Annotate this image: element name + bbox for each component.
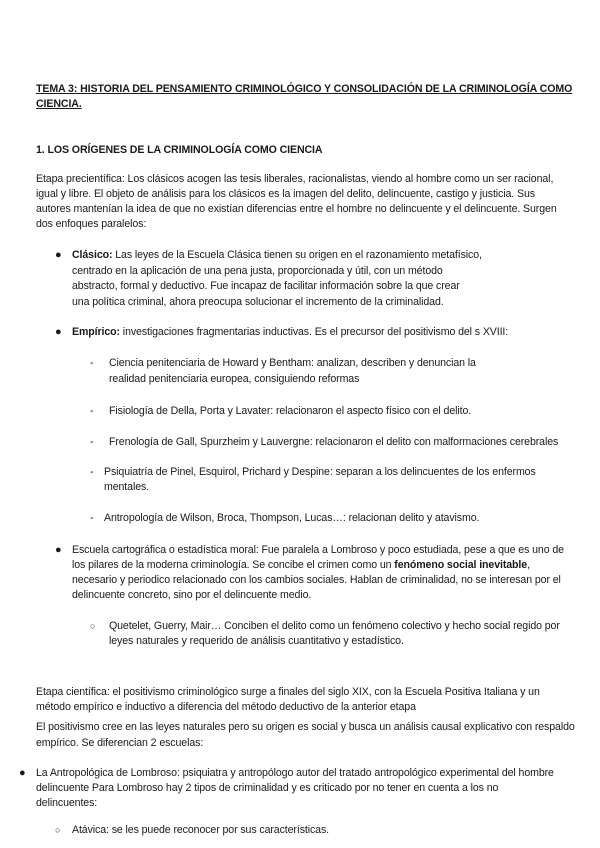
document-title-line2: CIENCIA. xyxy=(36,98,82,110)
bullet-icon: ● xyxy=(55,249,62,261)
intro-line: Etapa precientífica: Los clásicos acogen las tesis liberales, racionalistas, viendo al hombre como un ser racional, xyxy=(36,173,554,185)
bullet-icon: ● xyxy=(19,767,26,779)
bullet-icon: ● xyxy=(55,326,62,338)
circle-bullet-icon: ○ xyxy=(90,621,96,631)
empirico-item-line: Ciencia penitenciaria de Howard y Bentham: analizan, describen y denuncian la xyxy=(109,357,476,369)
empirico-item-line: Frenología de Gall, Spurzheim y Lauvergne: relacionaron el delito con malformaciones cerebrales xyxy=(109,436,559,448)
dash-icon: - xyxy=(90,357,94,369)
clasico-line: una política criminal, ahora preocupa solucionar el incremento de la criminalidad. xyxy=(72,296,444,308)
empirico-text: investigaciones fragmentarias inductivas. Es el precursor del positivismo del s XVIII: xyxy=(119,326,509,338)
quetelet-line: leyes naturales y requerido de análisis cuantitativo y estadístico. xyxy=(109,635,404,647)
lombroso-line: La Antropológica de Lombroso: psiquiatra y antropólogo autor del tratado antropológico experimental del hombre xyxy=(36,767,554,779)
clasico-label: Clásico: xyxy=(72,249,113,261)
dash-icon: - xyxy=(90,512,94,524)
clasico-text: Las leyes de la Escuela Clásica tienen su origen en el razonamiento metafísico, xyxy=(112,249,482,261)
empirico-label: Empírico: xyxy=(72,326,120,338)
empirico-line xyxy=(72,325,508,340)
intro-line: igual y libre. El objeto de análisis para los clásicos es la imagen del delito, delincuente, castigo y justicia. Sus xyxy=(36,188,535,200)
lombroso-line: delincuentes: xyxy=(36,797,98,809)
empirico-item-line: realidad penitenciaria europea, consiguiendo reformas xyxy=(109,373,360,385)
empirico-item-line: Antropología de Wilson, Broca, Thompson, Lucas…: relacionan delito y atavismo. xyxy=(104,512,480,524)
cartografica-text-end: , xyxy=(527,559,530,571)
cartografica-bold: fenómeno social inevitable xyxy=(394,559,528,571)
empirico-item-line: Psiquiatría de Pinel, Esquirol, Prichard y Despine: separan a los delincuentes de los enfermos xyxy=(104,466,536,478)
lombroso-line: delincuente Para Lombroso hay 2 tipos de criminalidad y es criticado por no tener en cuenta a los no xyxy=(36,782,499,794)
section-heading: 1. LOS ORÍGENES DE LA CRIMINOLOGÍA COMO CIENCIA xyxy=(36,144,323,156)
intro-line: dos enfoques paralelos: xyxy=(36,218,147,230)
cartografica-line xyxy=(72,558,530,573)
clasico-line: abstracto, formal y deductivo. Fue incapaz de facilitar información sobre la que crear xyxy=(72,280,460,292)
empirico-item-line: Fisiología de Della, Porta y Lavater: relacionaron el aspecto físico con el delito. xyxy=(109,405,472,417)
cartografica-line: Escuela cartográfica o estadística moral: Fue paralela a Lombroso y poco estudiada, pese a que es uno de xyxy=(72,544,564,556)
cartografica-line: necesario y periodico relacionado con los cambios sociales. Hablan de criminalidad, no se interesan por el xyxy=(72,574,561,586)
dash-icon: - xyxy=(90,405,94,417)
document-title-line1 xyxy=(36,82,576,97)
dash-icon: - xyxy=(90,436,94,448)
cartografica-line: delincuente concreto, sino por el delincuente medio. xyxy=(72,589,312,601)
positivismo-line: El positivismo cree en las leyes naturales pero su origen es social y busca un análisis causal explicativo con respaldo xyxy=(36,721,575,733)
title-part-b: CRIMINOLOGÍA COMO xyxy=(458,83,573,95)
bullet-icon: ● xyxy=(55,544,62,556)
dash-icon: - xyxy=(90,466,94,478)
circle-bullet-icon: ○ xyxy=(55,825,61,835)
intro-line: autores mantenían la idea de que no existían diferencias entre el hombre no delincuente y el delincuente. Surgen xyxy=(36,203,557,215)
clasico-line xyxy=(72,248,482,263)
cartografica-text: los pilares de la moderna criminología. Se concibe el crimen como un xyxy=(72,559,395,571)
empirico-item-line: mentales. xyxy=(104,481,150,493)
quetelet-line: Quetelet, Guerry, Mair… Conciben el delito como un fenómeno colectivo y hecho social regido por xyxy=(109,620,560,632)
atavica-line: Atávica: se les puede reconocer por sus características. xyxy=(72,824,330,836)
title-part-a: TEMA 3: HISTORIA DEL PENSAMIENTO CRIMINOLÓGICO Y CONSOLIDACIÓN DE LA xyxy=(36,83,457,95)
cientifica-line: Etapa científica: el positivismo criminológico surge a finales del siglo XIX, con la Escuela Positiva Italiana y un xyxy=(36,686,540,698)
clasico-line: centrado en la aplicación de una pena justa, proporcionada y útil, con un método xyxy=(72,265,443,277)
cientifica-line: método empírico e inductivo a diferencia del método deductivo de la anterior etapa xyxy=(36,701,416,713)
positivismo-line: empírico. Se diferencian 2 escuelas: xyxy=(36,737,204,749)
